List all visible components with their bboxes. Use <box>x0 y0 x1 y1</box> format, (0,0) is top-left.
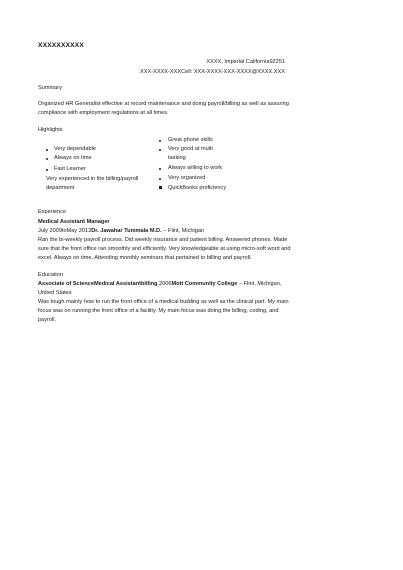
bullet-icon <box>46 149 48 151</box>
summary-text-line-2: compliance with employment regulations at all times. <box>38 110 169 116</box>
school-location: − Flint, Michigan, <box>237 281 282 287</box>
highlight-item-cont: tasking <box>168 155 186 161</box>
highlight-item: Fast Learner <box>54 166 86 172</box>
bullet-icon <box>46 158 48 160</box>
highlight-item: Very good at multi <box>168 146 213 152</box>
highlight-item: QuickBooks proficiency <box>168 185 227 191</box>
bullet-icon <box>46 169 48 171</box>
highlight-item: Always willing to work <box>168 165 223 171</box>
highlight-item: Always on time <box>54 155 92 161</box>
experience-desc-line: Ran the bi-weekly payroll process. Did weekly insurance and patient billing. Answered phones. Made <box>38 237 288 243</box>
education-heading: Education <box>38 272 63 278</box>
summary-heading: Summary <box>38 85 62 91</box>
highlight-item: Great phone skills <box>168 137 213 143</box>
education-desc-line: focus was on running the front office of a facility. My main focus was doing the billing, coding, and <box>38 308 279 314</box>
job-dates: July 2009toMay 2013 <box>38 228 92 234</box>
school-name: Mott Community College <box>171 281 238 287</box>
bullet-icon <box>159 178 161 180</box>
job-title: Medical Assistant Manager <box>38 219 110 225</box>
highlight-item-extra: Very experienced in the billing/payroll <box>46 176 139 182</box>
highlight-item-extra-cont: department <box>46 185 75 191</box>
school-country: United States <box>38 290 72 296</box>
bullet-icon <box>159 140 161 142</box>
experience-desc-line: sure that the front office ran smoothly and efficiently. Very knowledgeable at using micro-soft word and <box>38 246 291 252</box>
square-bullet-icon <box>159 186 162 189</box>
summary-text-line-1: Organized HR Generalist effective at record maintenance and doing payroll/billing as well as assuring <box>38 101 289 107</box>
bullet-icon <box>159 168 161 170</box>
degree-name: Associate of ScienceMedical Assistantbilling <box>38 281 158 287</box>
bullet-icon <box>159 149 161 151</box>
degree-year: ,2006 <box>157 281 172 287</box>
education-desc-line: Was tough mainly how to run the front office of a medical building as well as the clinical part. My main <box>38 299 289 305</box>
highlight-item: Very dependable <box>54 146 96 152</box>
contact-line: XXX-XXXX-XXXCell: XXX-XXXX-XXX-XXXX@XXXX.XXX <box>140 69 285 75</box>
address-line: XXXX, Imperial California92251 <box>206 59 285 65</box>
employer-name: Dr. Jawahar Tummala M.D. <box>91 228 162 234</box>
experience-heading: Experience <box>38 209 66 215</box>
experience-desc-line: excel. Always on time. Attending monthly seminars that pertained to billing and payroll. <box>38 255 252 261</box>
education-desc-line: payroll. <box>38 317 57 323</box>
highlight-item: Very organized <box>168 175 206 181</box>
job-meta-line <box>38 227 204 236</box>
job-location: − Flint, Michigan <box>161 228 205 234</box>
resume-name: XXXXXXXXXX <box>38 42 84 49</box>
highlights-heading: Highlights <box>38 127 63 133</box>
degree-line <box>38 280 281 289</box>
